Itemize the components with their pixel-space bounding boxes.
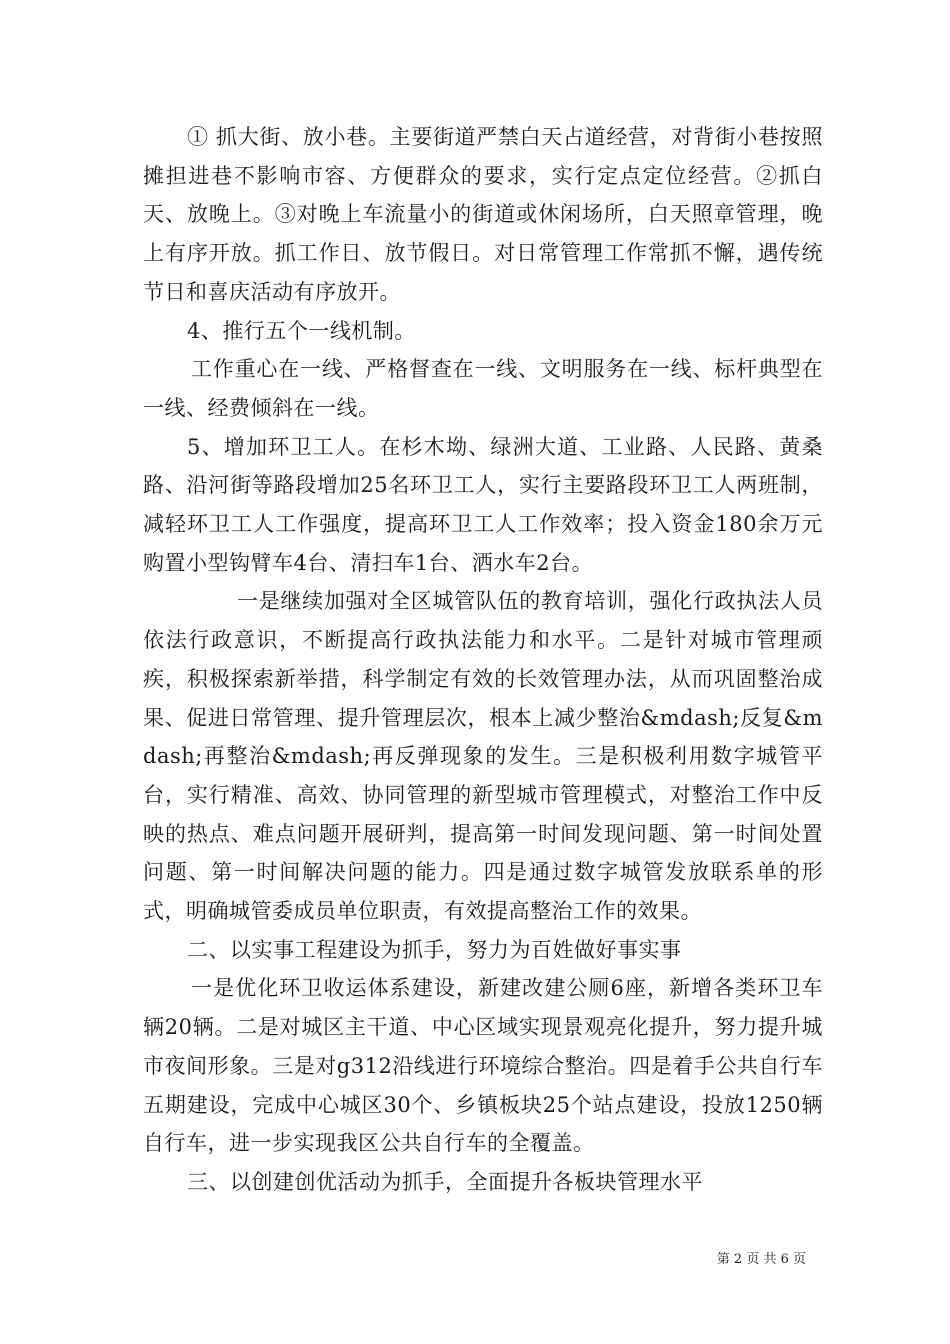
- section-heading-practical-projects: 二、以实事工程建设为抓手，努力为百姓做好事实事: [187, 937, 682, 962]
- document-body: [143, 118, 823, 1202]
- paragraph-practical-projects: 一是优化环卫收运体系建设，新建改建公厕6座，新增各类环卫车辆20辆。二是对城区主干道、中心区域实现景观亮化提升，努力提升城市夜间形象。三是对g312沿线进行环境综合整治。四是着手公共自行车五期建设，完成中心城区30个、乡镇板块25个站点建设，投放1250辆自行车，进一步实现我区公共自行车的全覆盖。: [143, 976, 823, 1156]
- paragraph-sanitation-workers: 5、增加环卫工人。在杉木坳、绿洲大道、工业路、人民路、黄桑路、沿河街等路段增加25名环卫工人，实行主要路段环卫工人两班制，减轻环卫工人工作强度，提高环卫工人工作效率；投入资金180余万元购置小型钩臂车4台、清扫车1台、洒水车2台。: [143, 434, 823, 575]
- page-number-footer: 第 2 页 共 6 页: [716, 1252, 806, 1267]
- paragraph-five-frontline-body: 工作重心在一线、严格督查在一线、文明服务在一线、标杆典型在一线、经费倾斜在一线。: [143, 357, 823, 420]
- section-heading-creation-activities: 三、以创建创优活动为抓手，全面提升各板块管理水平: [187, 1169, 703, 1194]
- paragraph-five-frontline-heading: 4、推行五个一线机制。: [187, 318, 416, 343]
- paragraph-street-management: ① 抓大街、放小巷。主要街道严禁白天占道经营，对背街小巷按照摊担进巷不影响市容、方便群众的要求，实行定点定位经营。②抓白天、放晚上。③对晚上车流量小的街道或休闲场所，白天照章管理，晚上有序开放。抓工作日、放节假日。对日常管理工作常抓不懈，遇传统节日和喜庆活动有序放开。: [143, 125, 823, 304]
- paragraph-team-training: 一是继续加强对全区城管队伍的教育培训，强化行政执法人员依法行政意识，不断提高行政执法能力和水平。二是针对城市管理顽疾，积极探索新举措，科学制定有效的长效管理办法，从而巩固整治成果、促进日常管理、提升管理层次，根本上减少整治&mdash;反复&mdash;再整治&mdash;再反弹现象的发生。三是积极利用数字城管平台，实行精准、高效、协同管理的新型城市管理模式，对整治工作中反映的热点、难点问题开展研判，提高第一时间发现问题、第一时间处置问题、第一时间解决问题的能力。四是通过数字城管发放联系单的形式，明确城管委成员单位职责，有效提高整治工作的效果。: [143, 589, 823, 924]
